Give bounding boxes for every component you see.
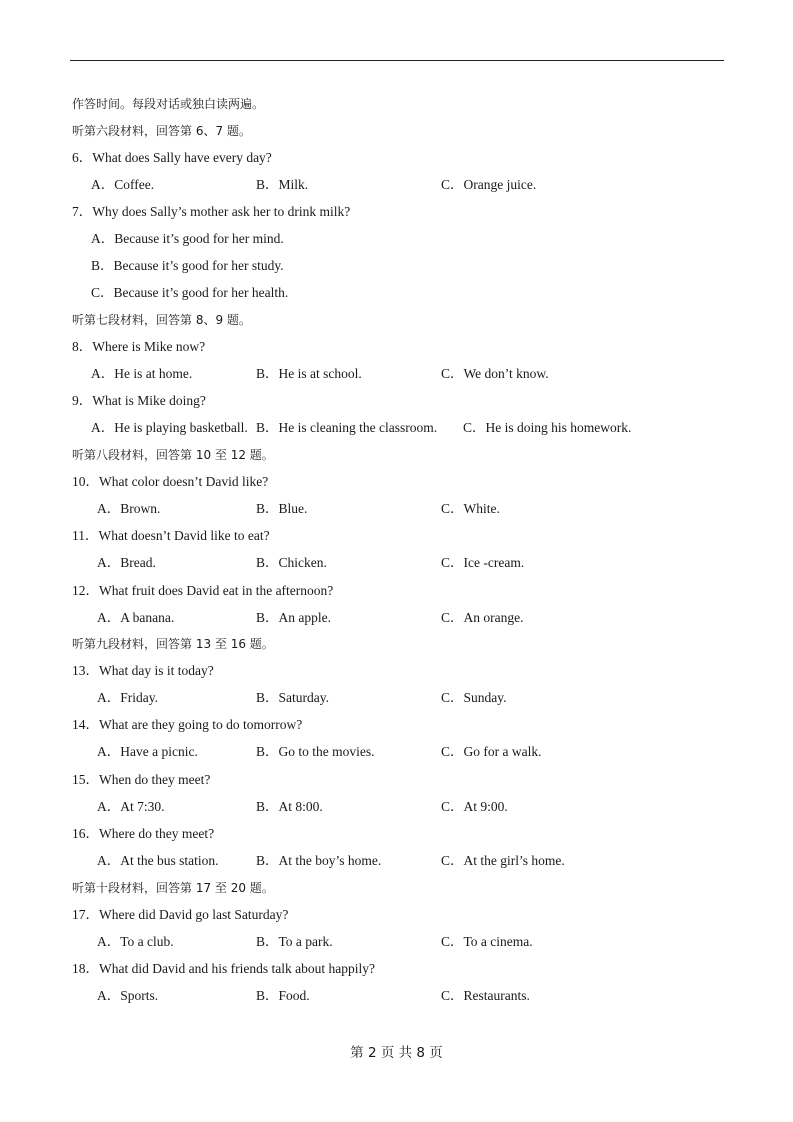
option-10a: A．Brown. (97, 501, 161, 516)
page-footer: 第 2 页 共 8 页 (350, 1045, 443, 1061)
question-9: 9．What is Mike doing? (72, 393, 206, 408)
option-7b: B．Because it’s good for her study. (91, 258, 284, 273)
question-14: 14．What are they going to do tomorrow? (72, 717, 303, 732)
header-rule (70, 60, 724, 61)
section-heading: 听第七段材料，回答第 8、9 题。 (72, 313, 251, 327)
option-11c: C．Ice -cream. (441, 555, 525, 570)
question-18: 18．What did David and his friends talk about happily? (72, 961, 375, 976)
option-10b: B．Blue. (256, 501, 308, 516)
option-15b: B．At 8:00. (256, 799, 323, 814)
option-17c: C．To a cinema. (441, 934, 533, 949)
question-13: 13．What day is it today? (72, 663, 214, 678)
option-9b: B．He is cleaning the classroom. (256, 420, 438, 435)
question-16: 16．Where do they meet? (72, 826, 215, 841)
question-11: 11．What doesn’t David like to eat? (72, 528, 270, 543)
option-14a: A．Have a picnic. (97, 744, 198, 759)
option-8c: C．We don’t know. (441, 366, 549, 381)
option-16b: B．At the boy’s home. (256, 853, 382, 868)
option-14b: B．Go to the movies. (256, 744, 375, 759)
instruction-text: 作答时间。每段对话或独白读两遍。 (72, 97, 265, 111)
question-17: 17．Where did David go last Saturday? (72, 907, 289, 922)
option-17a: A．To a club. (97, 934, 174, 949)
option-13c: C．Sunday. (441, 690, 507, 705)
option-8b: B．He is at school. (256, 366, 362, 381)
option-12c: C．An orange. (441, 610, 524, 625)
option-7a: A．Because it’s good for her mind. (91, 231, 284, 246)
option-6b: B．Milk. (256, 177, 309, 192)
option-9a: A．He is playing basketball. (91, 420, 248, 435)
option-11a: A．Bread. (97, 555, 156, 570)
option-16a: A．At the bus station. (97, 853, 219, 868)
option-14c: C．Go for a walk. (441, 744, 542, 759)
option-6a: A．Coffee. (91, 177, 155, 192)
option-12a: A．A banana. (97, 610, 175, 625)
option-17b: B．To a park. (256, 934, 333, 949)
option-16c: C．At the girl’s home. (441, 853, 565, 868)
option-8a: A．He is at home. (91, 366, 193, 381)
option-9c: C．He is doing his homework. (463, 420, 632, 435)
option-7c: C．Because it’s good for her health. (91, 285, 289, 300)
option-12b: B．An apple. (256, 610, 331, 625)
option-10c: C．White. (441, 501, 500, 516)
question-7: 7．Why does Sally’s mother ask her to drink milk? (72, 204, 351, 219)
question-12: 12．What fruit does David eat in the afternoon? (72, 583, 334, 598)
option-13a: A．Friday. (97, 690, 158, 705)
option-15c: C．At 9:00. (441, 799, 508, 814)
section-heading: 听第十段材料，回答第 17 至 20 题。 (72, 881, 274, 895)
question-15: 15．When do they meet? (72, 772, 211, 787)
question-10: 10．What color doesn’t David like? (72, 474, 269, 489)
option-15a: A．At 7:30. (97, 799, 165, 814)
option-11b: B．Chicken. (256, 555, 327, 570)
section-heading: 听第九段材料，回答第 13 至 16 题。 (72, 637, 274, 651)
option-18b: B．Food. (256, 988, 310, 1003)
section-heading: 听第六段材料，回答第 6、7 题。 (72, 124, 251, 138)
question-8: 8．Where is Mike now? (72, 339, 206, 354)
question-6: 6．What does Sally have every day? (72, 150, 272, 165)
option-18a: A．Sports. (97, 988, 159, 1003)
option-18c: C．Restaurants. (441, 988, 530, 1003)
option-13b: B．Saturday. (256, 690, 329, 705)
option-6c: C．Orange juice. (441, 177, 537, 192)
section-heading: 听第八段材料，回答第 10 至 12 题。 (72, 448, 274, 462)
